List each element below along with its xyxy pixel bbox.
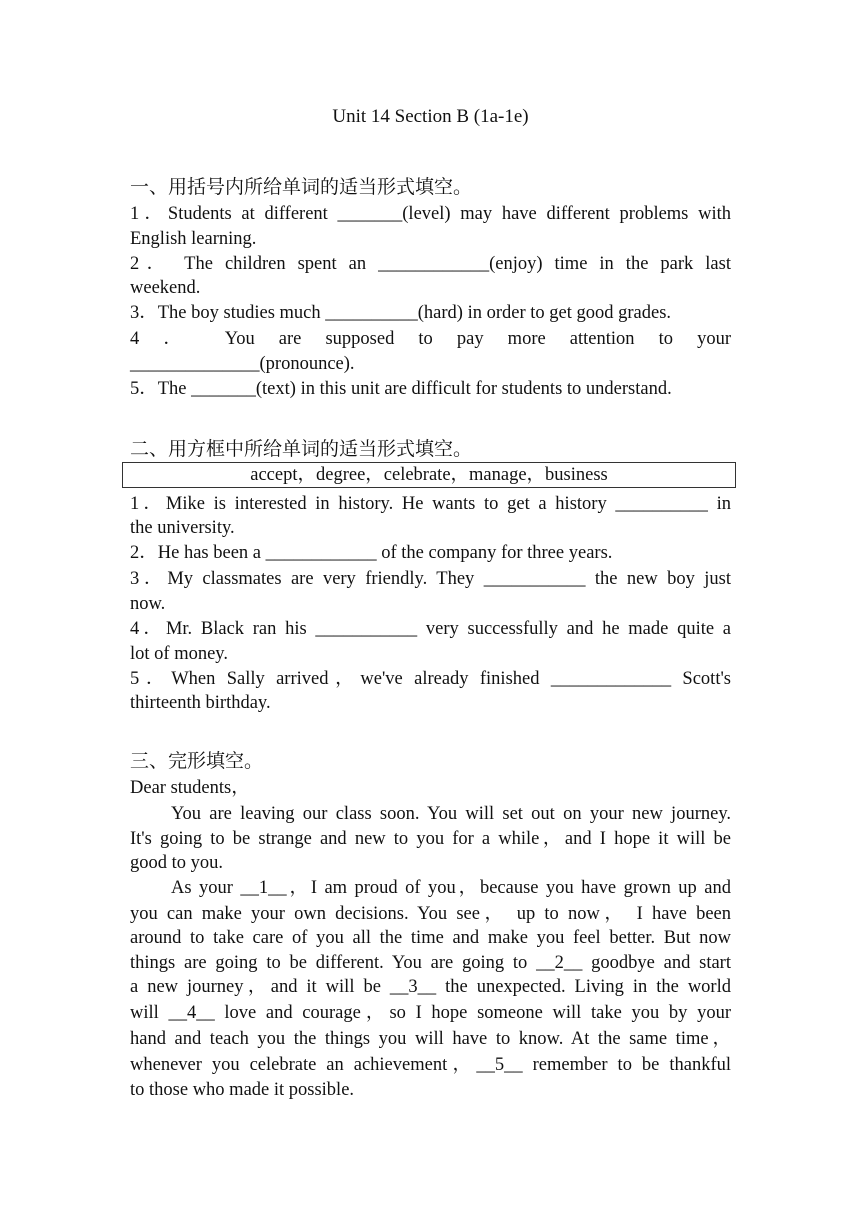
- part3-line-5: you can make your own decisions. You see， up to now， I have been: [130, 904, 731, 924]
- part2-line-3: 2．He has been a ____________ of the company for three years.: [130, 543, 613, 563]
- part1-line-3: 2． The children spent an ____________(enjoy) time in the park last: [130, 254, 731, 274]
- part3-line-10: hand and teach you the things you will have to know. At the same time，: [130, 1029, 731, 1049]
- part1-line-8: 5．The _______(text) in this unit are difficult for students to understand.: [130, 379, 672, 399]
- part3-line-6: around to take care of you all the time and make you feel better. But now: [130, 928, 731, 948]
- part2-line-9: thirteenth birthday.: [130, 693, 271, 713]
- part3-line-3: good to you.: [130, 853, 224, 873]
- part2-line-8: 5．When Sally arrived，we've already finished _____________ Scott's: [130, 669, 731, 689]
- part2-line-6: 4．Mr. Black ran his ___________ very successfully and he made quite a: [130, 619, 731, 639]
- letter-greeting: Dear students，: [130, 778, 250, 798]
- part1-line-4: weekend.: [130, 278, 201, 298]
- part3-line-4: As your __1__，I am proud of you，because you have grown up and: [171, 878, 731, 898]
- part2-line-7: lot of money.: [130, 644, 228, 664]
- part1-line-7: ______________(pronounce).: [130, 354, 355, 374]
- part3-line-11: whenever you celebrate an achievement，__5__ remember to be thankful: [130, 1055, 731, 1075]
- part2-line-1: 1．Mike is interested in history. He wants to get a history __________ in: [130, 494, 731, 514]
- part1-line-6: 4 ． You are supposed to pay more attention to your: [130, 329, 731, 349]
- part3-line-7: things are going to be different. You are going to __2__ goodbye and start: [130, 953, 731, 973]
- part3-line-2: It's going to be strange and new to you for a while，and I hope it will be: [130, 829, 731, 849]
- part1-line-5: 3．The boy studies much __________(hard) in order to get good grades.: [130, 303, 672, 323]
- part3-line-1: You are leaving our class soon. You will set out on your new journey.: [171, 804, 731, 824]
- part1-line-1: 1．Students at different _______(level) may have different problems with: [130, 204, 731, 224]
- page-title: Unit 14 Section B (1a-1e): [332, 106, 529, 127]
- part2-heading: 二、用方框中所给单词的适当形式填空。: [130, 439, 473, 460]
- word-box: accept，degree，celebrate，manage，business: [122, 462, 736, 488]
- part3-heading: 三、完形填空。: [130, 751, 264, 772]
- part3-line-9: will __4__ love and courage，so I hope someone will take you by your: [130, 1003, 731, 1023]
- part3-line-12: to those who made it possible.: [130, 1080, 355, 1100]
- part2-line-2: the university.: [130, 518, 235, 538]
- part1-heading: 一、用括号内所给单词的适当形式填空。: [130, 177, 473, 198]
- part2-line-4: 3．My classmates are very friendly. They ___________ the new boy just: [130, 569, 731, 589]
- part2-line-5: now.: [130, 594, 166, 614]
- part1-line-2: English learning.: [130, 229, 257, 249]
- part3-line-8: a new journey，and it will be __3__ the unexpected. Living in the world: [130, 977, 731, 997]
